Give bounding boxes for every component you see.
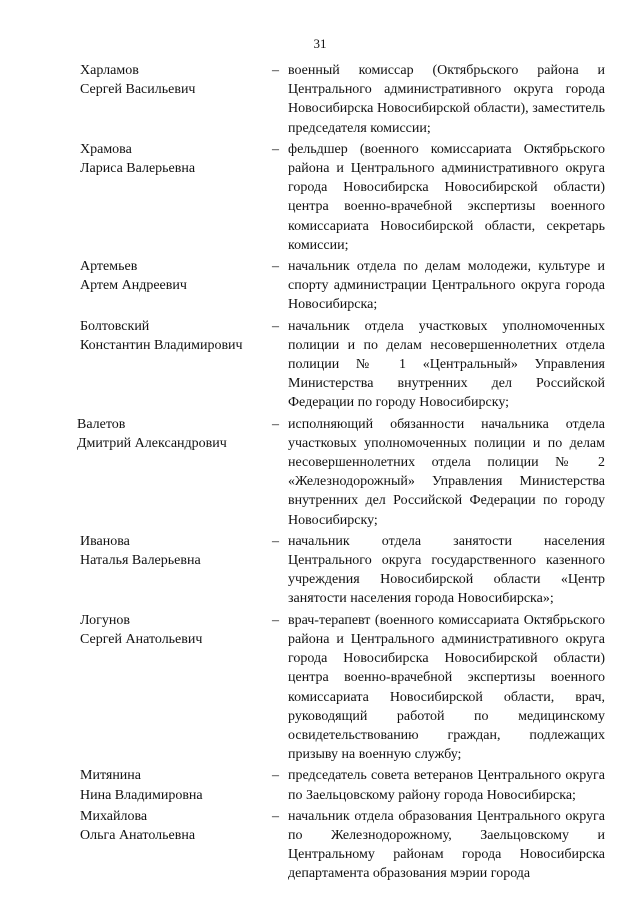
commission-member-list — [0, 61, 640, 884]
member-name — [77, 415, 267, 453]
separator-dash: – — [272, 259, 279, 275]
member-position: начальник отдела занятости населения Центрального округа государственного казенного учреждения Новосибирской области «Центр занятости населения города Новосибирска»; — [288, 533, 605, 607]
member-name — [80, 532, 270, 570]
member-entry — [0, 415, 640, 530]
separator-dash: – — [272, 533, 279, 549]
separator-dash: – — [272, 318, 279, 334]
member-position: фельдшер (военного комиссариата Октябрьского района и Центрального административного округа города Новосибирска Новосибирской области) центра военно-врачебной экспертизы военного комиссариата Новосибирской области, секретарь комиссии; — [288, 141, 605, 253]
member-entry — [0, 140, 640, 255]
member-name — [80, 807, 270, 845]
member-name — [80, 140, 270, 178]
page-number: 31 — [313, 36, 327, 51]
member-surname: Михайлова — [80, 808, 148, 824]
member-surname: Иванова — [80, 533, 130, 549]
separator-dash: – — [272, 768, 279, 784]
member-position: председатель совета ветеранов Центрального округа по Заельцовскому району города Новосибирска; — [288, 768, 605, 803]
member-entry — [0, 807, 640, 884]
member-given-name: Ольга Анатольевна — [80, 827, 196, 843]
member-given-name: Сергей Анатольевич — [80, 631, 203, 647]
member-position: врач-терапевт (военного комиссариата Октябрьского района и Центрального административного округа города Новосибирска Новосибирской области) центра военно-врачебной экспертизы военного комиссариата Новосибирской области, врач, руководящий работой по медицинскому освидетельствованию граждан, подлежащих призыву на военную службу; — [288, 612, 605, 763]
member-given-name: Сергей Васильевич — [80, 82, 196, 98]
member-entry — [0, 317, 640, 413]
member-name — [80, 257, 270, 295]
member-name — [80, 611, 270, 649]
member-position: начальник отдела образования Центрального округа по Железнодорожному, Заельцовскому и Центральному районам города Новосибирска департамента образования мэрии города — [288, 808, 605, 882]
member-position: начальник отдела по делам молодежи, культуре и спорту администрации Центрального округа города Новосибирска; — [288, 259, 605, 313]
member-given-name: Нина Владимировна — [80, 787, 203, 803]
member-entry — [0, 611, 640, 765]
member-name — [80, 61, 270, 99]
separator-dash: – — [272, 63, 279, 78]
member-position: начальник отдела участковых уполномоченных полиции и по делам несовершеннолетних отдела полиции № 1 «Центральный» Управления Министерства внутренних дел Российской Федерации по городу Новосибирску; — [288, 318, 605, 411]
member-entry — [0, 61, 640, 138]
member-surname: Артемьев — [80, 259, 138, 275]
member-position: исполняющий обязанности начальника отдела участковых уполномоченных полиции и по делам несовершеннолетних отдела полиции № 2 «Железнодорожный» Управления Министерства внутренних дел Российской Федерации по городу Новосибирску; — [288, 416, 605, 528]
separator-dash: – — [272, 808, 279, 824]
member-given-name: Артем Андреевич — [80, 278, 187, 294]
separator-dash: – — [272, 416, 279, 432]
member-surname: Валетов — [77, 416, 126, 432]
member-name — [80, 766, 270, 804]
member-position: военный комиссар (Октябрьского района и Центрального административного округа города Новосибирска Новосибирской области), заместитель председателя комиссии; — [288, 63, 605, 136]
member-given-name: Константин Владимирович — [80, 337, 243, 353]
member-surname: Храмова — [80, 141, 132, 157]
member-name — [80, 317, 270, 355]
member-given-name: Дмитрий Александрович — [77, 435, 227, 451]
member-surname: Митянина — [80, 768, 142, 784]
member-surname: Логунов — [80, 612, 130, 628]
member-given-name: Лариса Валерьевна — [80, 161, 196, 177]
member-entry — [0, 766, 640, 804]
separator-dash: – — [272, 612, 279, 628]
member-entry — [0, 257, 640, 315]
member-given-name: Наталья Валерьевна — [80, 553, 201, 569]
member-surname: Болтовский — [80, 318, 150, 334]
member-entry — [0, 532, 640, 609]
member-surname: Харламов — [80, 63, 139, 78]
separator-dash: – — [272, 141, 279, 157]
